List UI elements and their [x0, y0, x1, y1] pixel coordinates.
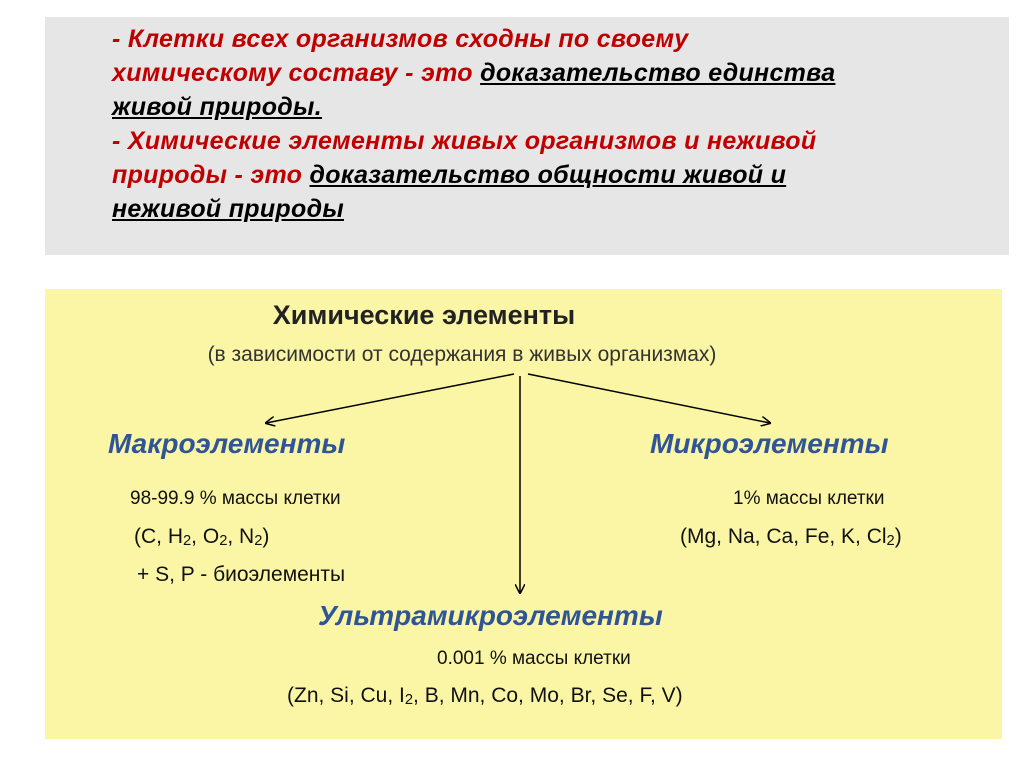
note-line-2-proof: доказательство единства	[480, 59, 836, 87]
arrow-to-macro	[266, 374, 514, 423]
micro-formula: (Mg, Na, Ca, Fe, K, $Cl_2$)	[680, 525, 902, 549]
diagram-subtitle: (в зависимости от содержания в живых организмах)	[207, 343, 717, 366]
macro-formula: (C, $H_2$, $O_2$, $N_2$)	[134, 525, 270, 549]
note-line-3: живой природы.	[112, 93, 322, 121]
ultra-heading: Ультрамикроэлементы	[318, 600, 663, 631]
ultra-mass: 0.001 % массы клетки	[437, 648, 631, 669]
diagram-title: Химические элементы	[272, 300, 576, 330]
note-line-5-proof: доказательство общности живой и	[309, 161, 787, 189]
macro-mass: 98-99.9 % массы клетки	[130, 488, 341, 509]
arrow-to-micro	[528, 374, 770, 423]
micro-mass: 1% массы клетки	[733, 488, 885, 509]
ultra-formula: (Zn, Si, Cu, $I_2$, B, Mn, Co, Mo, Br, Se, F, V)	[287, 684, 683, 708]
note-line-5-start: природы - это	[112, 161, 310, 189]
note-line-4: - Химические элементы живых организмов и неживой	[112, 127, 817, 155]
note-line-6: неживой природы	[112, 195, 344, 223]
note-line-1: - Клетки всех организмов сходны по своему	[112, 25, 689, 53]
macro-bioelements: + S, P - биоэлементы	[137, 563, 346, 586]
macro-heading: Макроэлементы	[108, 428, 346, 459]
micro-heading: Микроэлементы	[650, 428, 889, 459]
note-line-2-start: химическому составу - это	[112, 59, 481, 87]
